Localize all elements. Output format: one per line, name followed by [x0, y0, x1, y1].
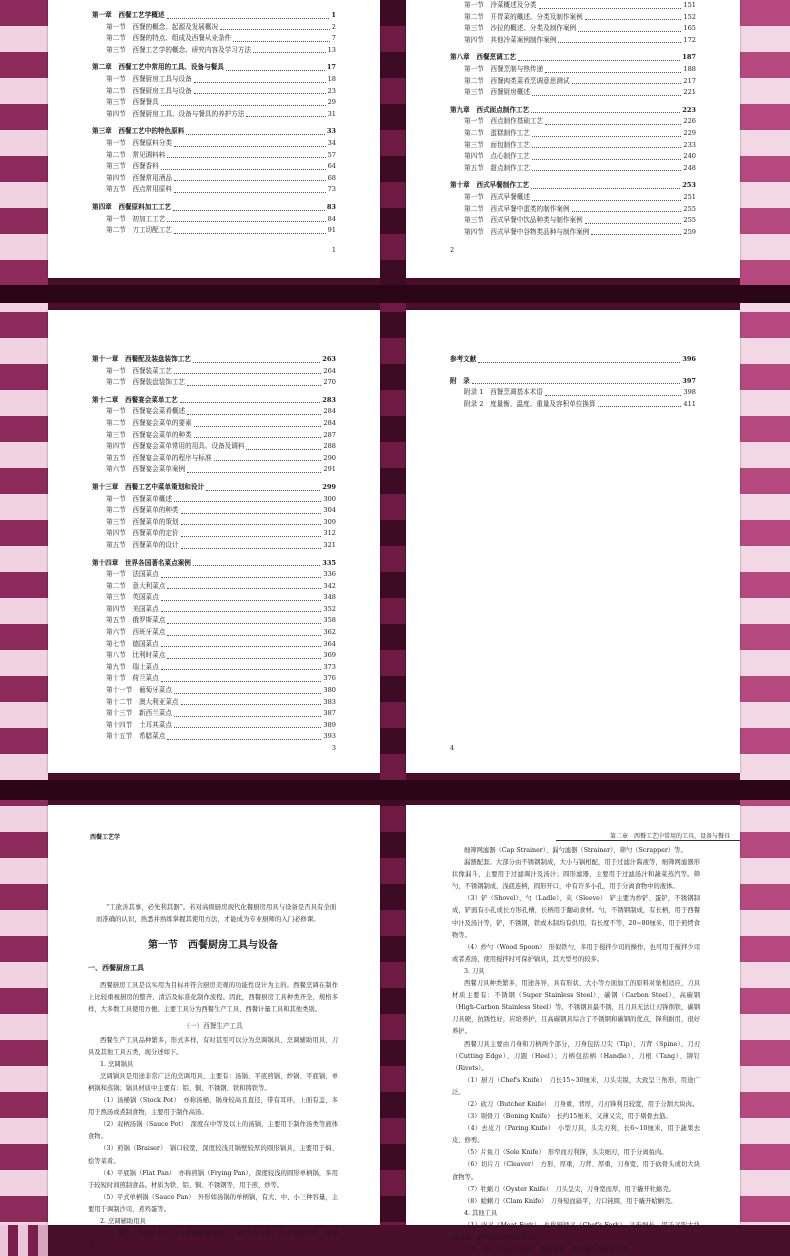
- toc-section[interactable]: 第十二节 澳大利亚菜点 383: [106, 697, 336, 706]
- page-number: 3: [331, 744, 336, 752]
- toc-section[interactable]: 第三节 沙拉的概述、分类及制作案例 165: [464, 24, 696, 33]
- toc-section[interactable]: 第一节 西餐烹制与热传递 188: [464, 64, 696, 73]
- dot-leader: [545, 116, 681, 125]
- dot-leader: [193, 354, 320, 363]
- dot-leader: [532, 192, 681, 201]
- toc-section[interactable]: 第三节 西餐工艺学的概念、研究内容及学习方法 13: [106, 45, 336, 54]
- dot-leader: [167, 10, 330, 19]
- body-text: [406, 845, 740, 1256]
- dot-leader: [253, 45, 326, 54]
- toc-section[interactable]: 第二节 刀工切配工艺 91: [106, 226, 336, 235]
- paragraph: （6）切片刀（Cleaver） 方形、厚重，刀背、厚重，刀身宽，用于砍骨头或切大块食物等。: [452, 1161, 700, 1181]
- dot-leader: [187, 406, 321, 415]
- dot-leader: [167, 150, 325, 159]
- dot-leader: [161, 592, 322, 601]
- paragraph: （2）刀磨（Mise Saw） 形状厚重，用以锯开骨骼等大骨。: [464, 1246, 635, 1254]
- toc-chapter[interactable]: 第十三章 西餐工艺中菜单策划和设计 299: [92, 482, 336, 491]
- toc-page-2: [406, 0, 740, 278]
- page-number: 4: [450, 744, 455, 752]
- dot-leader: [220, 22, 330, 31]
- toc-section[interactable]: 第七节 德国菜点 364: [106, 639, 336, 648]
- dot-leader: [532, 87, 681, 96]
- dot-leader: [167, 214, 325, 223]
- section-title: 第一节 西餐厨房工具与设备: [148, 940, 278, 951]
- toc-section[interactable]: 第十四节 土耳其菜点 389: [106, 720, 336, 729]
- dot-leader: [174, 494, 321, 503]
- toc-section[interactable]: 第一节 西餐装菜工艺 264: [106, 366, 336, 375]
- running-header: 第二章 西餐工艺中常用的工具、设备与餐具: [556, 805, 740, 841]
- dot-leader: [161, 604, 322, 613]
- toc-chapter[interactable]: 第十二章 西餐宴会菜单工艺 283: [92, 395, 336, 404]
- dot-leader: [532, 163, 681, 172]
- toc-section[interactable]: 第二节 西餐肉类菜肴烹调意思测试 217: [464, 76, 696, 85]
- dot-leader: [167, 615, 321, 624]
- toc-section[interactable]: 第三节 西餐厨房概述 221: [464, 88, 696, 97]
- dot-leader: [174, 173, 326, 182]
- dot-leader: [531, 105, 680, 114]
- dot-leader: [572, 76, 682, 85]
- dot-leader: [187, 377, 321, 386]
- dot-leader: [194, 86, 326, 95]
- paragraph: （4）炒勺（Wood Spoon） 形似铁勺，多用于搅拌少司的操作，也可用于搅拌少司或者煮汤，使用搅拌时可保护锅具，其大型号的较多。: [452, 943, 700, 963]
- toc-section[interactable]: 第三节 西餐香料 64: [106, 162, 336, 171]
- paragraph: （5）片鱼刀（Sole Knife） 形窄而刃利锋，头尖细刃，用于分离鱼肉。: [464, 1149, 668, 1157]
- paragraph: （5）平式单柄锅（Sauce Pan） 外形如汤锅的单柄锅，有大、中、小三种容量，主要用于调制沙司、煮鸡蛋等。: [88, 1193, 338, 1213]
- paragraph: 烹调锅具是用途非常广泛的烹调用具，主要有：汤锅、平底煎锅、炒锅、平底锅、单柄锅和蒸锅；锅具材质中主要有：铝、铜、不锈钢、铁和铸铁等。: [88, 1072, 338, 1092]
- paragraph: （1）肉叉（Meat Fork） 也称厨师叉（Chef's Fork），叉齿细长，用于叉取大块熟肉类，避免烫伤并确保安全。: [452, 1221, 700, 1241]
- toc-section[interactable]: 第三节 西餐菜单的策划 309: [106, 517, 336, 526]
- dot-leader: [167, 627, 321, 636]
- dot-leader: [174, 720, 321, 729]
- paragraph: （7）牡蛎刀（Oyster Knife） 刀头呈尖，刀身宽而厚，用于撬开牡蛎壳。: [464, 1185, 675, 1193]
- dot-leader: [180, 395, 321, 404]
- paragraph: （1）锅盖（Roast Pot） 与烤箱配套使用，一般为长方形，用于烧烤肉类、家禽等。: [88, 1230, 338, 1250]
- dot-leader: [539, 0, 682, 9]
- dot-leader: [161, 662, 322, 671]
- dot-leader: [558, 35, 681, 44]
- body-page-6: [406, 805, 740, 1254]
- toc-list: [48, 310, 380, 743]
- toc-section[interactable]: 第五节 甜点制作工艺 248: [464, 163, 696, 172]
- paragraph: （1）厨刀（Chef's Knife） 刀长15~30厘米，刀头尖锐，大致呈三角形，用途广泛。: [452, 1076, 700, 1096]
- dot-leader: [167, 650, 321, 659]
- paragraph: 西餐生产工具品种繁多，形式多样，有时甚至可以分为烹调锅具、烹调辅助用具、刀具及其他工具五类，现分述如下。: [88, 1036, 338, 1056]
- toc-section[interactable]: 第十五节 希腊菜点 393: [106, 732, 336, 741]
- toc-section[interactable]: 第一节 西餐厨房工具与设备 18: [106, 74, 336, 83]
- toc-section[interactable]: 第四节 西餐菜单的定价 312: [106, 529, 336, 538]
- dot-leader: [585, 215, 682, 224]
- dot-leader: [174, 685, 321, 694]
- dot-leader: [194, 430, 322, 439]
- dot-leader: [532, 140, 681, 149]
- left-stripe-pattern: [0, 0, 48, 1225]
- toc-section[interactable]: 第四节 西餐宴会菜单常用的用具、设备及调料 288: [106, 442, 336, 451]
- toc-section[interactable]: 第二节 西餐的特点、组成及西餐从业条件 7: [106, 34, 336, 43]
- toc-section[interactable]: 第一节 西餐原料分类 34: [106, 138, 336, 147]
- toc-section[interactable]: 第一节 法国菜点 336: [106, 570, 336, 579]
- dot-leader: [233, 33, 330, 42]
- paragraph: 漏器配套。大部分由不锈钢制成，大小与锅相配，用于过滤汁酱液等，细筛网滤器形状像漏斗，主要用于过滤调汁及汤汁；圆形滤器，主要用于过滤汤汁和蔬菜蒸汽等。筛勺，不锈钢制成，浅底连柄，圆形开口，中有许多小孔，用于分离食物中的液体。: [452, 859, 700, 891]
- paragraph: 西餐刀具种类繁多，用途各异，具有形状、大小等方面加工的原料对象相适应，刀具材质主要有：不锈钢（Super Stainless Steel）、碳钢（Carbon Steel）、高碳钢（High-Carbon Stainless Steel）等。不锈钢具最不锈，且刀具无法让刃锋削铁，碳钢刀具硬，抗锈性好，应培养护，且高碳钢具综合了不锈钢和碳钢的优点，锋利耐用，很好养护。: [452, 980, 700, 1036]
- toc-section[interactable]: 第四节 西餐厨房工具、设备与餐具的养护方法 31: [106, 109, 336, 118]
- paragraph: （4）平底锅（Flat Pan） 亦称煎锅（Frying Pan），深度较浅的圆形单柄锅，多用于较短时间煎制食品。材质为铁、铝、铜、不锈钢等，用于煎、炒等。: [88, 1169, 338, 1189]
- dot-leader: [226, 62, 325, 71]
- toc-chapter[interactable]: 第八章 西餐烹调工艺 187: [450, 53, 696, 62]
- toc-chapter[interactable]: 参考文献 396: [450, 355, 696, 363]
- dot-leader: [174, 184, 326, 193]
- toc-section[interactable]: 第十节 荷兰菜点 376: [106, 674, 336, 683]
- toc-section[interactable]: 第一节 西餐菜单概述 300: [106, 494, 336, 503]
- dot-leader: [578, 23, 681, 32]
- toc-section[interactable]: 第四节 西餐常用酒品 68: [106, 173, 336, 182]
- dot-leader: [174, 708, 321, 717]
- paragraph: （1）汤桶锅（Stock Pot） 亦称汤桶，锅身较高且直径，带有耳环，上面有盖，多用于熬汤或煮制食物，主要用于制作高汤。: [88, 1097, 338, 1117]
- dot-leader: [246, 109, 325, 118]
- epigraph: “工欲善其事，必先利其器”。若对高级厨房现代化餐厨房用具与设备是否具有全面而准确的认识，熟悉并熟练掌握其使用方法，才能成为专业厨师的入门必修课。: [96, 903, 337, 923]
- toc-section[interactable]: 第三节 西式早餐中饮品种类与制作案例 255: [464, 216, 696, 225]
- toc-section[interactable]: 第三节 西餐餐具 29: [106, 98, 336, 107]
- toc-list: [48, 0, 380, 237]
- toc-section[interactable]: 第六节 西餐宴会菜单案例 291: [106, 465, 336, 474]
- dot-leader: [167, 581, 321, 590]
- item-heading: 1. 烹调锅具: [100, 1060, 134, 1068]
- toc-section[interactable]: 第九节 瑞士菜点 373: [106, 662, 336, 671]
- paragraph: （4）去皮刀（Paring Knife） 小型刀具，头尖刃利，长6~10厘米，用于蔬果去皮、修剪。: [452, 1125, 700, 1145]
- dot-leader: [545, 64, 681, 73]
- item-heading: 2. 烹调辅助用具: [100, 1217, 146, 1225]
- dot-leader: [161, 569, 322, 578]
- toc-section[interactable]: 第六节 西班牙菜点 362: [106, 628, 336, 637]
- dot-leader: [206, 482, 320, 491]
- toc-section[interactable]: 第一节 西餐宴会菜肴概述 284: [106, 407, 336, 416]
- toc-section[interactable]: 第五节 西餐菜单的设计 321: [106, 540, 336, 549]
- paragraph: （3）煎锅（Braiser） 锅口较宽，深度较浅且锅壁较厚的圆形锅具，主要用于焖、烩等菜肴。: [88, 1145, 338, 1165]
- dot-leader: [173, 202, 325, 211]
- toc-section[interactable]: 第五节 西餐宴会菜单的程序与标准 290: [106, 453, 336, 462]
- dot-leader: [194, 74, 326, 83]
- toc-section[interactable]: 附录 1 西餐烹调基本术语 398: [464, 388, 696, 397]
- toc-section[interactable]: 第三节 西餐宴会菜单的种类 287: [106, 430, 336, 439]
- dot-leader: [532, 128, 681, 137]
- toc-chapter[interactable]: 第一章 西餐工艺学概述 1: [92, 11, 336, 19]
- dot-leader: [246, 441, 321, 450]
- dot-leader: [161, 673, 322, 682]
- dot-leader: [187, 464, 321, 473]
- dot-leader: [161, 161, 326, 170]
- dot-leader: [585, 12, 682, 21]
- dot-leader: [591, 227, 681, 236]
- toc-chapter[interactable]: 第四章 西餐原料加工工艺 83: [92, 202, 336, 211]
- dot-leader: [186, 126, 325, 135]
- subsection-heading: （一）西餐生产工具: [183, 1022, 243, 1031]
- toc-section[interactable]: 第一节 西点制作基础工艺 226: [464, 117, 696, 126]
- dot-leader: [214, 453, 322, 462]
- toc-section[interactable]: 附录 2 度量衡、温度、重量及容积单位换算 411: [464, 399, 696, 408]
- toc-section[interactable]: 第三节 面包制作工艺 233: [464, 140, 696, 149]
- toc-section[interactable]: 第五节 西点常用原料 73: [106, 185, 336, 194]
- dark-band: [0, 285, 790, 303]
- toc-page-1: [48, 0, 380, 278]
- toc-chapter[interactable]: 第二章 西餐工艺中常用的工具、设备与餐具 17: [92, 63, 336, 72]
- toc-chapter[interactable]: 第九章 西式面点制作工艺 223: [450, 105, 696, 114]
- paragraph: （2）双柄汤锅（Sauce Pot） 深度在中等及以上的汤锅，主要用于制作汤类等液体食物。: [88, 1121, 338, 1141]
- toc-section[interactable]: 第一节 冷菜概述及分类 151: [464, 1, 696, 9]
- toc-section[interactable]: 第一节 西餐的概念、起源及发展概况 2: [106, 22, 336, 31]
- toc-section[interactable]: 第十一节 葡萄牙菜点 380: [106, 686, 336, 695]
- toc-page-4: [406, 310, 740, 773]
- toc-page-3: [48, 310, 380, 773]
- dot-leader: [532, 151, 681, 160]
- toc-section[interactable]: 第二节 西式早餐中蛋类的制作案例 255: [464, 204, 696, 213]
- toc-section[interactable]: 第二节 西餐装盘装饰工艺 270: [106, 378, 336, 387]
- page-number: 1: [331, 246, 336, 254]
- toc-section[interactable]: 第三节 英国菜点 348: [106, 593, 336, 602]
- paragraph: （3）剔骨刀（Boning Knife） 长约15厘米，又薄又尖，用于剔骨去筋。: [464, 1113, 672, 1121]
- dot-leader: [174, 366, 321, 375]
- dot-leader: [181, 697, 322, 706]
- toc-section[interactable]: 第四节 西式早餐中谷物类品种与制作案例 259: [464, 227, 696, 236]
- dot-leader: [174, 138, 326, 147]
- toc-section[interactable]: 第二节 常见调料料 57: [106, 150, 336, 159]
- dot-leader: [194, 418, 322, 427]
- toc-chapter[interactable]: 附 录 397: [450, 376, 696, 385]
- dot-leader: [161, 97, 326, 106]
- toc-section[interactable]: 第四节 其他冷菜案例制作案例 172: [464, 35, 696, 44]
- running-header: 西餐工艺学: [90, 834, 121, 841]
- dot-leader: [518, 52, 680, 61]
- paragraph: 细筛网滤器（Cap Strainer）、漏勺滤器（Strainer）、筛勺（Scrapper）等。: [464, 847, 687, 854]
- paragraph: 西餐厨房工具是以实用为目标并符合厨房美观的功能性设计为主的。西餐烹调在制作上比较重视厨房的整齐、清洁及标准化制作流程。因此，西餐厨房工具种类齐全，规格多样，大多数工具使用方便。主要工具分为西餐生产工具、西餐计量工具和其他类别。: [88, 982, 338, 1014]
- toc-section[interactable]: 第二节 意大利菜点 342: [106, 581, 336, 590]
- dark-band: [0, 780, 790, 800]
- toc-chapter[interactable]: 第十四章 世界各国著名菜点案例 335: [92, 558, 336, 567]
- dot-leader: [181, 528, 322, 537]
- subsection-heading: 一、西餐厨房工具: [88, 963, 144, 973]
- toc-section[interactable]: 第一节 西式早餐概述 251: [464, 192, 696, 201]
- toc-section[interactable]: 第五节 俄罗斯菜点 358: [106, 616, 336, 625]
- toc-section[interactable]: 第一节 初加工工艺 84: [106, 214, 336, 223]
- toc-section[interactable]: 第二节 西餐宴会菜单的要素 284: [106, 418, 336, 427]
- toc-section[interactable]: 第十三节 新西兰菜点 387: [106, 709, 336, 718]
- toc-chapter[interactable]: 第十章 西式早餐制作工艺 253: [450, 181, 696, 190]
- page-number: 2: [450, 246, 455, 254]
- dot-leader: [181, 540, 322, 549]
- toc-section[interactable]: 第四节 点心制作工艺 240: [464, 152, 696, 161]
- paragraph: 西餐刀具主要由刀身和刀柄两个部分，刀身包括刀尖（Tip）、刀背（Spine）、刀刃（Cutting Edge）、刀跟（Heel）；刀柄包括柄（Handle）、刀根（Tang）、铆钉（Rivets）。: [452, 1040, 700, 1072]
- toc-list: [406, 310, 740, 410]
- toc-section[interactable]: 第二节 西餐厨房工具与设备 23: [106, 86, 336, 95]
- body-page-5: [48, 805, 380, 1250]
- dot-leader: [181, 505, 322, 514]
- dot-leader: [167, 731, 321, 740]
- paragraph: （2）砍刀（Butcher Knife） 刀身重，背厚，刀刃锋利且较宽，用于分割大块肉。: [464, 1100, 699, 1108]
- dot-leader: [572, 204, 682, 213]
- dot-leader: [193, 558, 320, 567]
- dot-leader: [531, 180, 680, 189]
- toc-section[interactable]: 第二节 西餐菜单的种类 304: [106, 506, 336, 515]
- toc-list: [406, 0, 740, 238]
- toc-section[interactable]: 第二节 开胃菜的概述、分类及制作案例 152: [464, 12, 696, 21]
- toc-chapter[interactable]: 第三章 西餐工艺中的特色原料 33: [92, 127, 336, 136]
- toc-section[interactable]: 第八节 比利时菜点 369: [106, 651, 336, 660]
- toc-section[interactable]: 第四节 美国菜点 352: [106, 604, 336, 613]
- middle-stripe-pattern: [380, 0, 406, 1225]
- paragraph: 3. 刀具: [464, 967, 485, 975]
- paragraph: （8）蛤蜊刀（Clam Knife） 刀身短而扁平，刀口钝圆，用于撬开蛤蜊壳。: [464, 1197, 677, 1205]
- right-stripe-pattern: [740, 0, 790, 1225]
- paragraph: （3）铲（Shovel）、勺（Ladle）、夹（Sleeve） 铲主要为炒铲、蛋铲，不锈钢制成，铲面有小孔或长方形孔槽，长柄用于翻动食材。勺，不锈钢制成，有长柄，用于西餐中汁及汤汁等，铲，不锈钢，铁或木制均有供用，有长度不等，20~80厘米，用于煎烤食物等。: [452, 895, 700, 939]
- paragraph: 4. 其他工具: [464, 1209, 498, 1217]
- dot-leader: [181, 517, 322, 526]
- dot-leader: [174, 225, 326, 234]
- toc-chapter[interactable]: 第十一章 西餐配及装盘装饰工艺 263: [92, 355, 336, 363]
- toc-section[interactable]: 第二节 蛋糕制作工艺 229: [464, 128, 696, 137]
- dot-leader: [161, 639, 322, 648]
